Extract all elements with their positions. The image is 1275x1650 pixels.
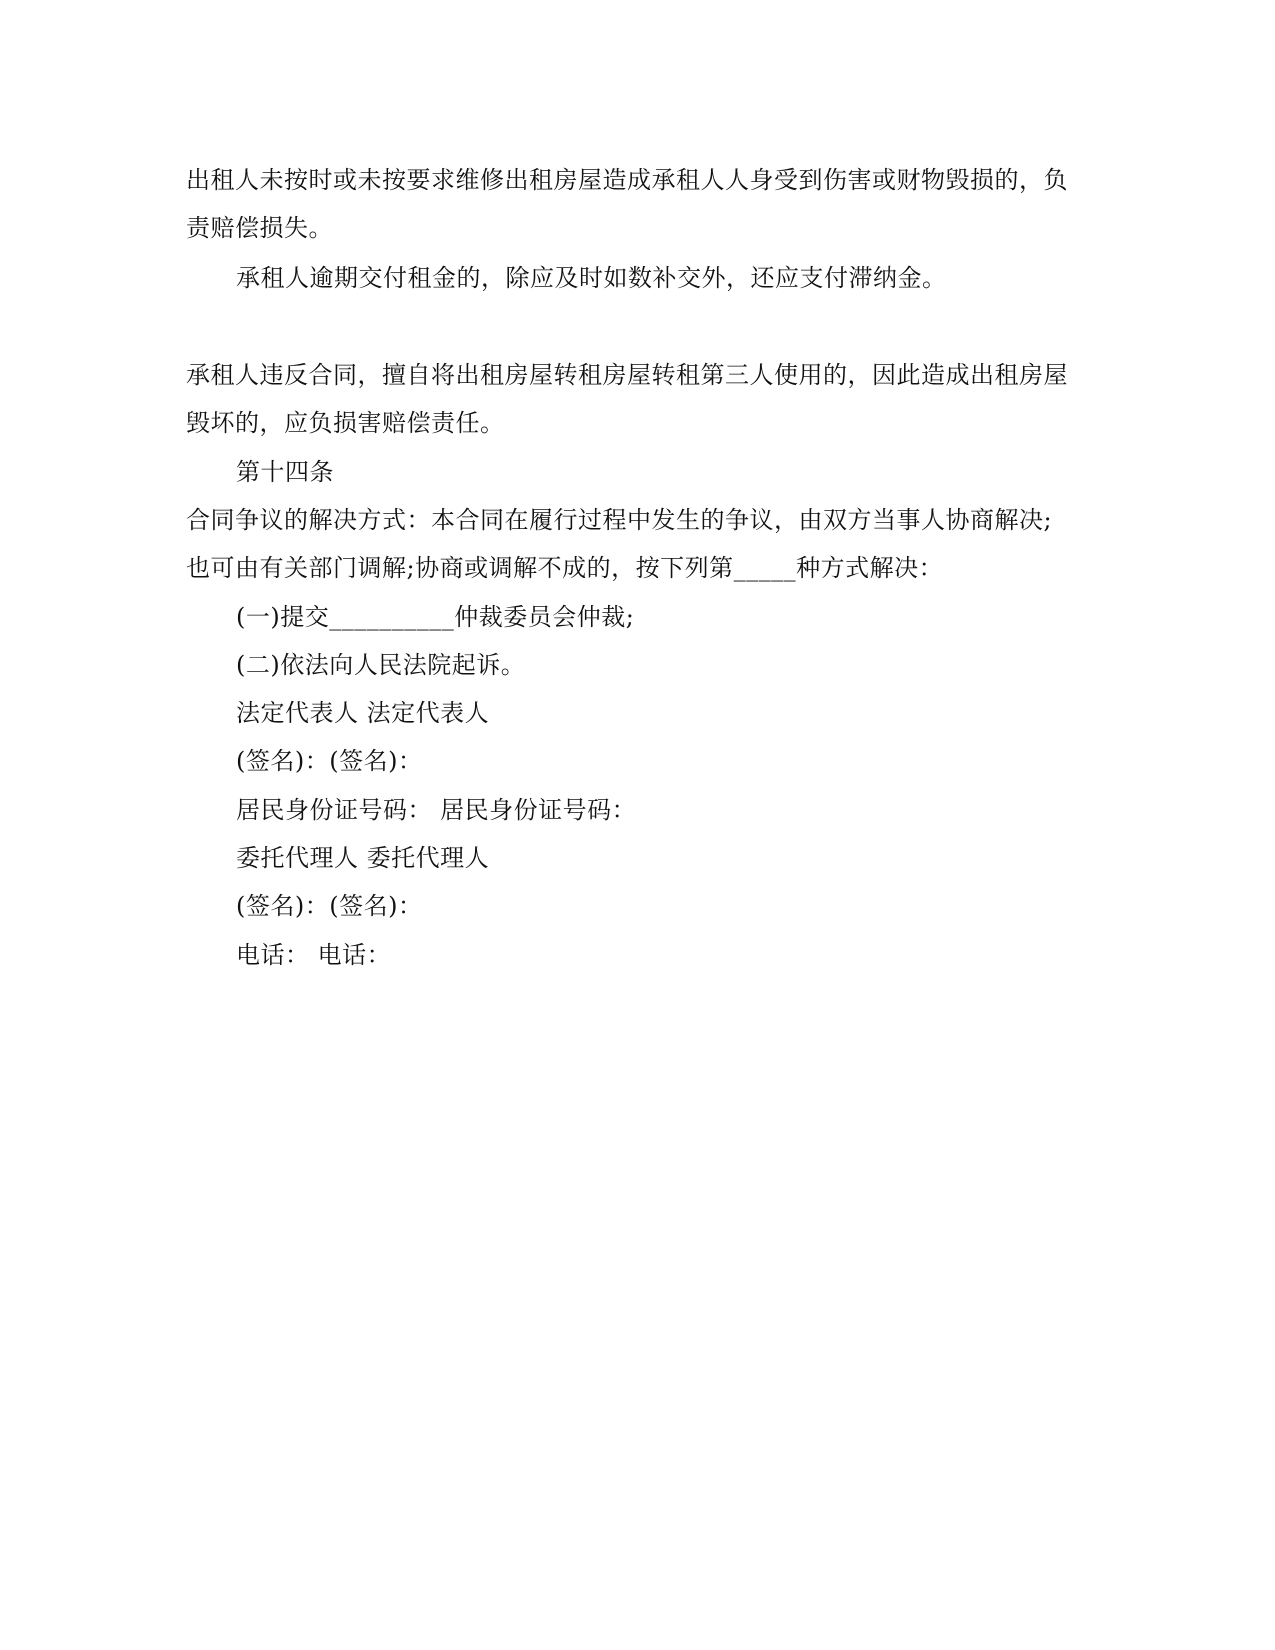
paragraph-repair-liability-line-2: 责赔偿损失。 — [186, 214, 333, 242]
article-heading-14: 第十四条 — [236, 458, 334, 486]
option-arbitration: (一)提交__________仲裁委员会仲裁; — [236, 603, 635, 631]
paragraph-sublease-line-1: 承租人违反合同，擅自将出租房屋转租房屋转租第三人使用的，因此造成出租房屋 — [186, 361, 1068, 389]
signature-sign-row-1: (签名)：(签名)： — [236, 747, 423, 775]
paragraph-sublease-line-2: 毁坏的，应负损害赔偿责任。 — [186, 409, 505, 437]
signature-legal-representative: 法定代表人 法定代表人 — [236, 699, 490, 727]
signature-sign-row-2: (签名)：(签名)： — [236, 892, 423, 920]
paragraph-dispute-line-2: 也可由有关部门调解;协商或调解不成的，按下列第_____种方式解决： — [186, 554, 944, 582]
paragraph-repair-liability-line-1: 出租人未按时或未按要求维修出租房屋造成承租人人身受到伤害或财物毁损的，负 — [186, 166, 1068, 194]
signature-agent: 委托代理人 委托代理人 — [236, 844, 490, 872]
signature-id-number: 居民身份证号码： 居民身份证号码： — [236, 796, 637, 824]
paragraph-late-rent: 承租人逾期交付租金的，除应及时如数补交外，还应支付滞纳金。 — [236, 264, 947, 292]
option-court: (二)依法向人民法院起诉。 — [236, 651, 526, 679]
paragraph-dispute-line-1: 合同争议的解决方式：本合同在履行过程中发生的争议，由双方当事人协商解决; — [186, 506, 1053, 534]
signature-phone: 电话： 电话： — [236, 941, 392, 969]
